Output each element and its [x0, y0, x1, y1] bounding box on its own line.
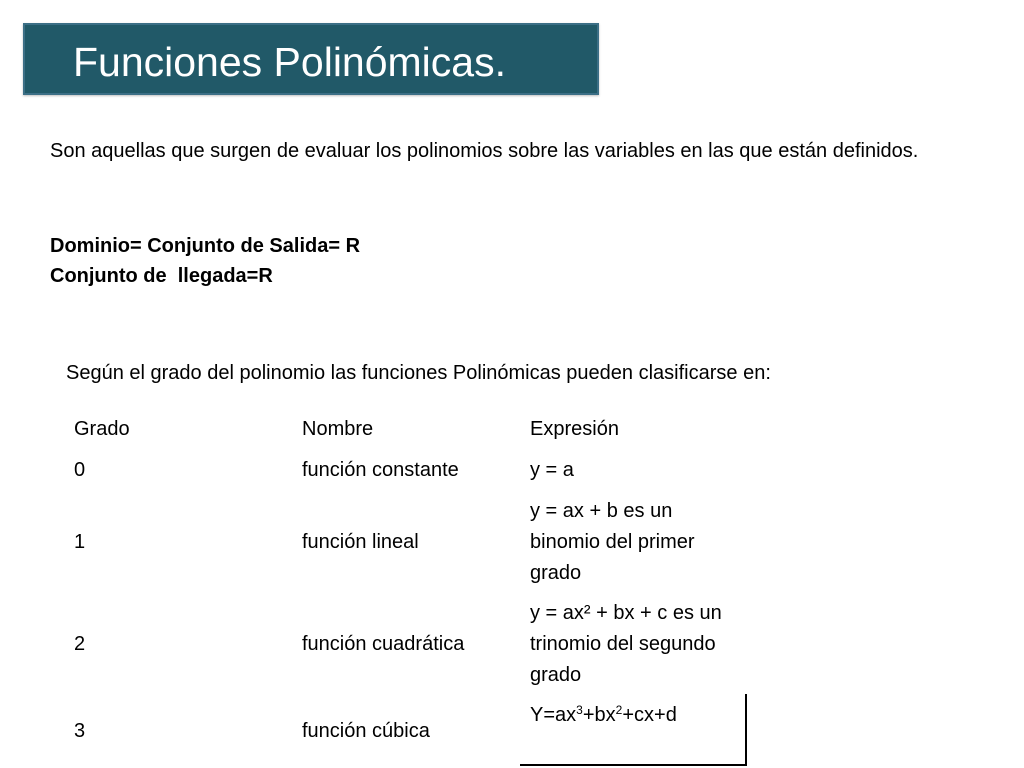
slide-title: Funciones Polinómicas. — [73, 39, 506, 85]
row-0-nombre: función constante — [302, 459, 459, 481]
header-grado: Grado — [74, 418, 130, 440]
classification-lead: Según el grado del polinomio las funciones Polinómicas pueden clasificarse en: — [66, 362, 771, 384]
row-3-nombre: función cúbica — [302, 720, 430, 742]
row-3-expresion — [530, 700, 742, 731]
cubic-exponent-2: 2 — [615, 703, 623, 717]
cubic-term-b: +bx — [582, 704, 616, 726]
row-2-nombre: función cuadrática — [302, 633, 465, 655]
cell-border-right — [745, 694, 747, 766]
intro-paragraph: Son aquellas que surgen de evaluar los polinomios sobre las variables en las que están definidos. — [50, 140, 919, 162]
row-1-grado: 1 — [74, 531, 86, 553]
cell-border-bottom — [520, 764, 747, 766]
title-banner — [23, 23, 599, 95]
header-expresion: Expresión — [530, 418, 619, 440]
row-3-grado: 3 — [74, 720, 86, 742]
dominio-line: Dominio= Conjunto de Salida= R — [50, 235, 361, 257]
cubic-exponent-3: 3 — [576, 703, 583, 717]
header-nombre: Nombre — [302, 418, 374, 440]
llegada-line: Conjunto de llegada=R — [50, 265, 273, 287]
row-2-expresion: y = ax² + bx + c es un trinomio del segundo grado — [530, 602, 722, 686]
row-0-grado: 0 — [74, 459, 86, 481]
row-1-nombre: función lineal — [302, 531, 419, 553]
row-1-expresion: y = ax + b es un binomio del primer grado — [530, 500, 695, 584]
cubic-term-a: Y=ax — [530, 704, 577, 726]
cubic-term-c: +cx+d — [622, 704, 677, 726]
row-2-grado: 2 — [74, 633, 86, 655]
row-0-expresion: y = a — [530, 459, 574, 481]
